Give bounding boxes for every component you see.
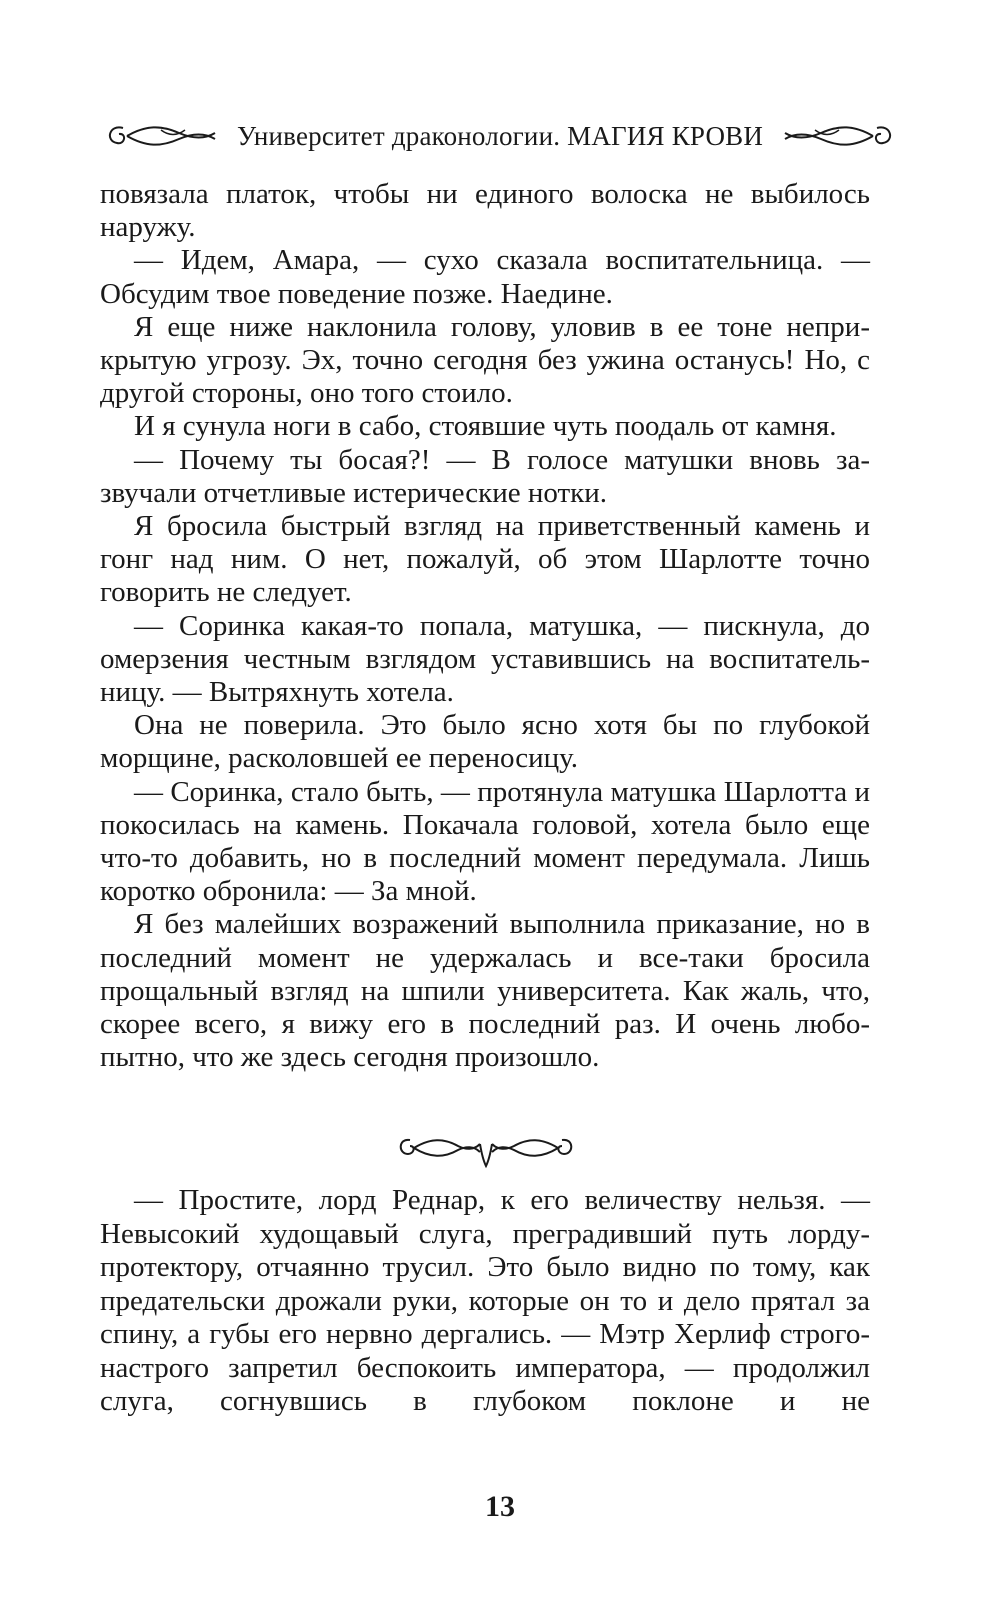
page-number: 13 [485,1490,515,1523]
section-divider-ornament-icon [396,1128,576,1172]
paragraph: — Соринка какая-то попала, матушка, — пискнула, до омерзения честным взглядом уставившись на воспитательницу. — Вытряхнуть хотела. [100,609,870,709]
body-text-section-2 [100,1184,870,1419]
right-flourish-icon [781,121,899,151]
paragraph: Я бросила быстрый взгляд на приветственный камень и гонг над ним. О нет, пожалуй, об этом Шарлотте точно говорить не следует. [100,510,870,609]
paragraph: — Соринка, стало быть, — протянула матушка Шарлотта и покосилась на камень. Покачала головой, хотела было еще что-то добавить, но в последний момент передумала. Лишь коротко обронила: — За мной. [100,775,870,908]
paragraph: — Идем, Амара, — сухо сказала воспитательница. — Обсудим твое поведение позже. Наедине. [100,244,870,310]
paragraph: Я еще ниже наклонила голову, уловив в ее тоне неприкрытую угрозу. Эх, точно сегодня без ужина останусь! Но, с другой стороны, оно того стоило. [100,310,870,410]
left-flourish-icon [101,121,219,151]
paragraph: Она не поверила. Это было ясно хотя бы по глубокой морщине, расколовшей ее переносицу. [100,709,870,775]
body-text [100,178,870,1074]
paragraph: Я без малейших возражений выполнила приказание, но в последний момент не удержалась и все-таки бросила прощальный взгляд на шпили университета. Как жаль, что, скорее всего, я вижу его в последний раз. И очень любопытно, что же здесь сегодня произошло. [100,908,870,1074]
paragraph: повязала платок, чтобы ни единого волоска не выбилось наружу. [100,178,870,244]
paragraph: — Почему ты босая?! — В голосе матушки вновь зазвучали отчетливые истерические нотки. [100,443,870,509]
header-title: Университет драконологии. МАГИЯ КРОВИ [236,120,764,151]
paragraph: — Простите, лорд Реднар, к его величеству нельзя. — Невысокий худощавый слуга, преградивший путь лорду-протектору, отчаянно трусил. Это было видно по тому, как предательски дрожали руки, которые он то и дело прятал за спину, а губы его нервно дергались. — Мэтр Херлиф строго-настрого запретил беспокоить императора, — продолжил слуга, согнувшись в глубоком поклоне и не [100,1184,870,1417]
running-header [100,112,900,160]
paragraph: И я сунула ноги в сабо, стоявшие чуть поодаль от камня. [134,410,837,443]
